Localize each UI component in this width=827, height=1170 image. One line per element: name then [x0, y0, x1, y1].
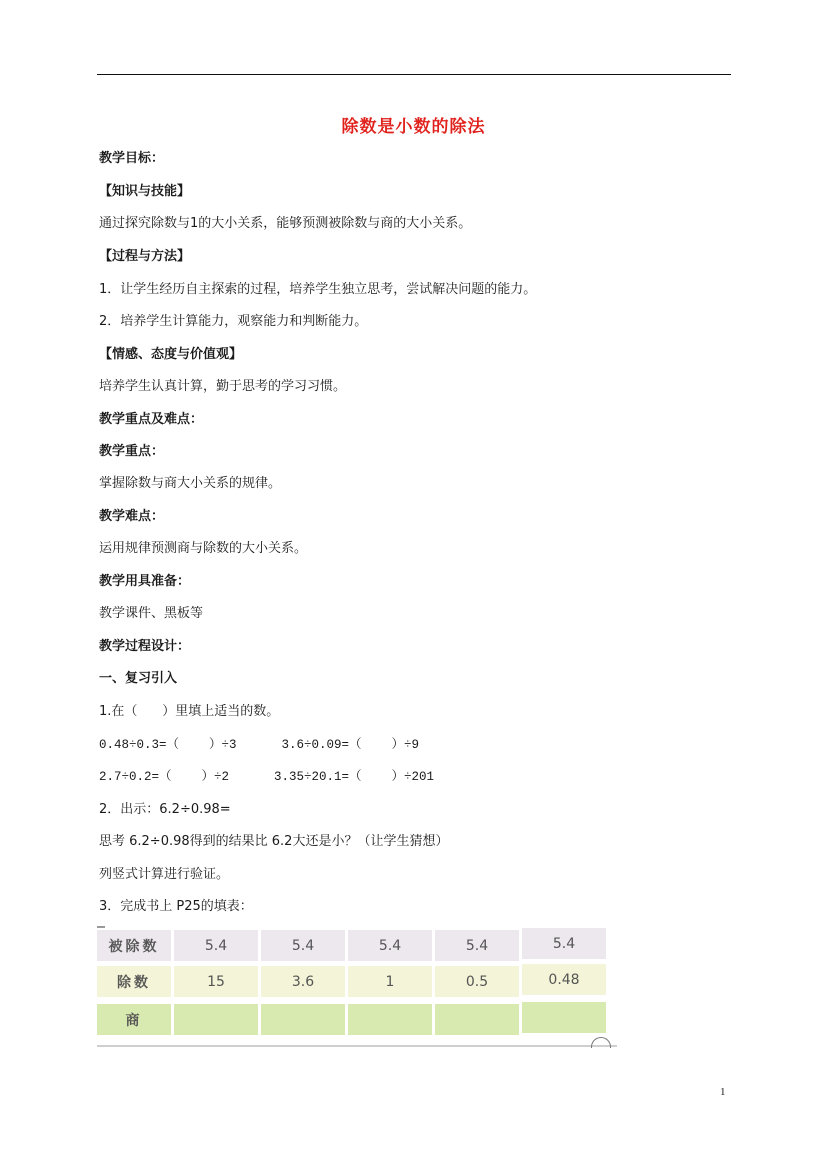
exercise-instruction: 1.在（ ）里填上适当的数。: [99, 704, 280, 719]
scan-edge-mark: [97, 1045, 617, 1047]
page-number: 1: [720, 1086, 726, 1098]
paragraph: 思考 6.2÷0.98得到的结果比 6.2大还是小？（让学生猜想）: [99, 834, 449, 849]
table-cell-empty: [348, 1004, 432, 1035]
table-cell: 5.4: [522, 928, 606, 959]
table-cell-empty: [174, 1004, 258, 1035]
exercise-row: 0.48÷0.3=（ ）÷3 3.6÷0.09=（ ）÷9: [99, 738, 420, 752]
scan-edge-mark: [97, 926, 105, 928]
table-cell-empty: [261, 1004, 345, 1035]
paragraph: 教学课件、黑板等: [99, 606, 204, 621]
paragraph: 通过探究除数与1的大小关系，能够预测被除数与商的大小关系。: [99, 216, 472, 231]
table-cell: 5.4: [261, 930, 345, 961]
subheading-knowledge-skills: 【知识与技能】: [99, 184, 191, 199]
section-heading-objectives: 教学目标：: [99, 151, 165, 166]
table-cell: 5.4: [174, 930, 258, 961]
paragraph: 列竖式计算进行验证。: [99, 867, 230, 882]
section-heading-process: 教学过程设计：: [99, 639, 191, 654]
header-rule: [97, 74, 731, 75]
exercise-instruction: 2．出示：6.2÷0.98=: [99, 802, 231, 817]
table-cell: 1: [348, 966, 432, 997]
subheading-difficulty: 教学难点：: [99, 509, 165, 524]
row-label-divisor: 除数: [97, 966, 171, 997]
document-title: 除数是小数的除法: [341, 117, 486, 137]
table-cell: 5.4: [435, 930, 519, 961]
paragraph: 培养学生认真计算，勤于思考的学习习惯。: [99, 379, 347, 394]
paragraph: 1．让学生经历自主探索的过程，培养学生独立思考，尝试解决问题的能力。: [99, 282, 537, 297]
section-heading-materials: 教学用具准备：: [99, 574, 191, 589]
table-cell-empty: [435, 1004, 519, 1035]
section-heading-key-points: 教学重点及难点：: [99, 412, 204, 427]
paragraph: 2．培养学生计算能力，观察能力和判断能力。: [99, 314, 368, 329]
exercise-instruction: 3．完成书上 P25的填表：: [99, 899, 253, 914]
subheading-process-methods: 【过程与方法】: [99, 249, 191, 264]
fill-in-table-scan: [97, 926, 617, 1050]
table-cell: 15: [174, 966, 258, 997]
paragraph: 运用规律预测商与除数的大小关系。: [99, 541, 308, 556]
row-label-dividend: 被除数: [97, 930, 171, 961]
subheading-key-point: 教学重点：: [99, 444, 165, 459]
table-cell: 0.5: [435, 966, 519, 997]
row-label-quotient: 商: [97, 1004, 171, 1035]
table-cell: 3.6: [261, 966, 345, 997]
table-cell-empty: [522, 1002, 606, 1033]
table-cell: 0.48: [522, 964, 606, 995]
subheading-review: 一、复习引入: [99, 671, 178, 686]
paragraph: 掌握除数与商大小关系的规律。: [99, 476, 282, 491]
table-cell: 5.4: [348, 930, 432, 961]
exercise-row: 2.7÷0.2=（ ）÷2 3.35÷20.1=（ ）÷201: [99, 770, 435, 784]
subheading-values: 【情感、态度与价值观】: [99, 347, 243, 362]
